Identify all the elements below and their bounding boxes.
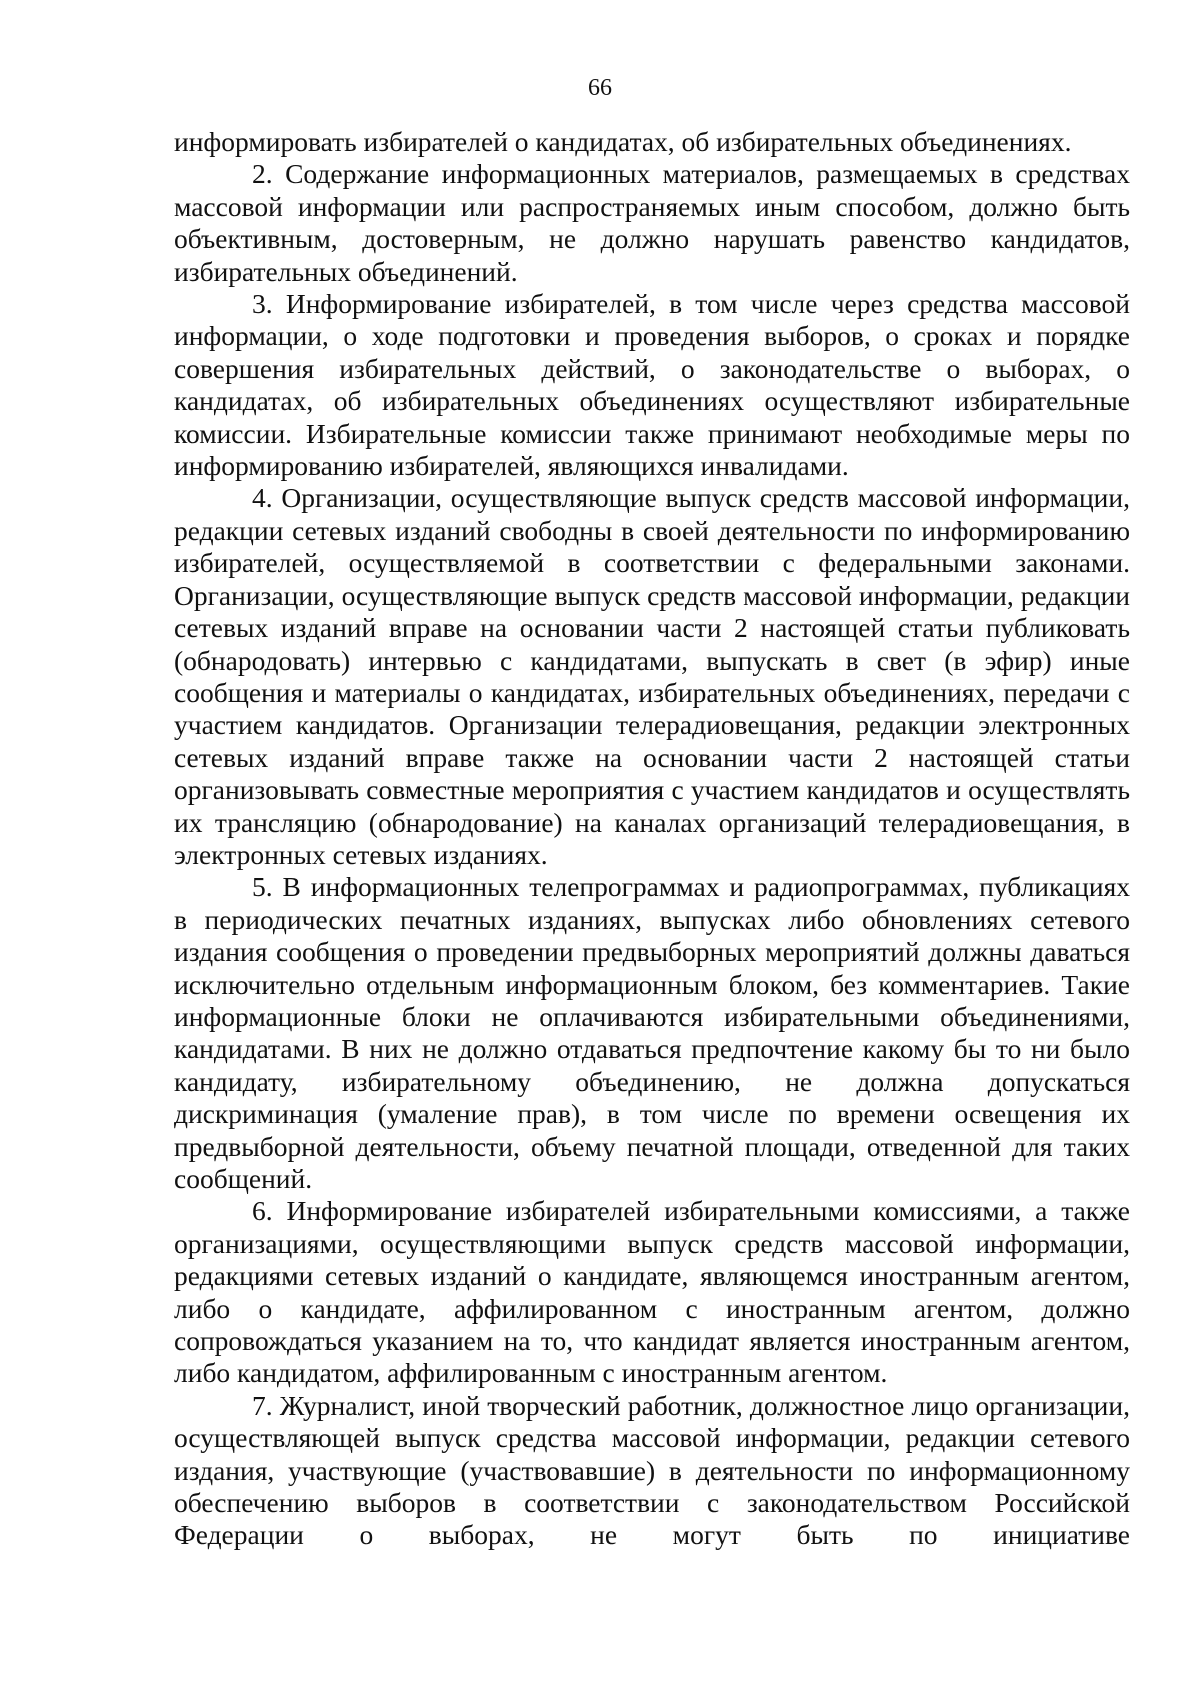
paragraph-2: 2. Содержание информационных материалов, размещаемых в средствах массовой информации или распространяемых иным способом, должно быть объективным, достоверным, не должно нарушать равенство кандидатов, избирательных объединений. [174,158,1130,287]
paragraph-5: 5. В информационных телепрограммах и радиопрограммах, публикациях в периодических печатных изданиях, выпусках либо обновлениях сетевого издания сообщения о проведении предвыборных мероприятий должны даваться исключительно отдельным информационным блоком, без комментариев. Такие информационные блоки не оплачиваются избирательными объединениями, кандидатами. В них не должно отдаваться предпочтение какому бы то ни было кандидату, избирательному объединению, не должна допускаться дискриминация (умаление прав), в том числе по времени освещения их предвыборной деятельности, объему печатной площади, отведенной для таких сообщений. [174,871,1130,1194]
paragraph-4: 4. Организации, осуществляющие выпуск средств массовой информации, редакции сетевых изданий свободны в своей деятельности по информированию избирателей, осуществляемой в соответствии с федеральными законами. Организации, осуществляющие выпуск средств массовой информации, редакции сетевых изданий вправе на основании части 2 настоящей статьи публиковать (обнародовать) интервью с кандидатами, выпускать в свет (в эфир) иные сообщения и материалы о кандидатах, избирательных объединениях, передачи с участием кандидатов. Организации телерадиовещания, редакции электронных сетевых изданий вправе также на основании части 2 настоящей статьи организовывать совместные мероприятия с участием кандидатов и осуществлять их трансляцию (обнародование) на каналах организаций телерадиовещания, в электронных сетевых изданиях. [174,482,1130,870]
document-body [174,126,1130,1552]
paragraph-6: 6. Информирование избирателей избирательными комиссиями, а также организациями, осуществляющими выпуск средств массовой информации, редакциями сетевых изданий о кандидате, являющемся иностранным агентом, либо о кандидате, аффилированном с иностранным агентом, должно сопровождаться указанием на то, что кандидат является иностранным агентом, либо кандидатом, аффилированным с иностранным агентом. [174,1195,1130,1389]
page-number: 66 [588,75,612,101]
paragraph-7: 7. Журналист, иной творческий работник, должностное лицо организации, осуществляющей выпуск средства массовой информации, редакции сетевого издания, участвующие (участвовавшие) в деятельности по информационному обеспечению выборов в соответствии с законодательством Российской Федерации о выборах, не могут быть по инициативе [174,1389,1130,1551]
paragraph-3: 3. Информирование избирателей, в том числе через средства массовой информации, о ходе подготовки и проведения выборов, о сроках и порядке совершения избирательных действий, о законодательстве о выборах, о кандидатах, об избирательных объединениях осуществляют избирательные комиссии. Избирательные комиссии также принимают необходимые меры по информированию избирателей, являющихся инвалидами. [174,288,1130,482]
paragraph-continuation: информировать избирателей о кандидатах, об избирательных объединениях. [174,126,1072,157]
